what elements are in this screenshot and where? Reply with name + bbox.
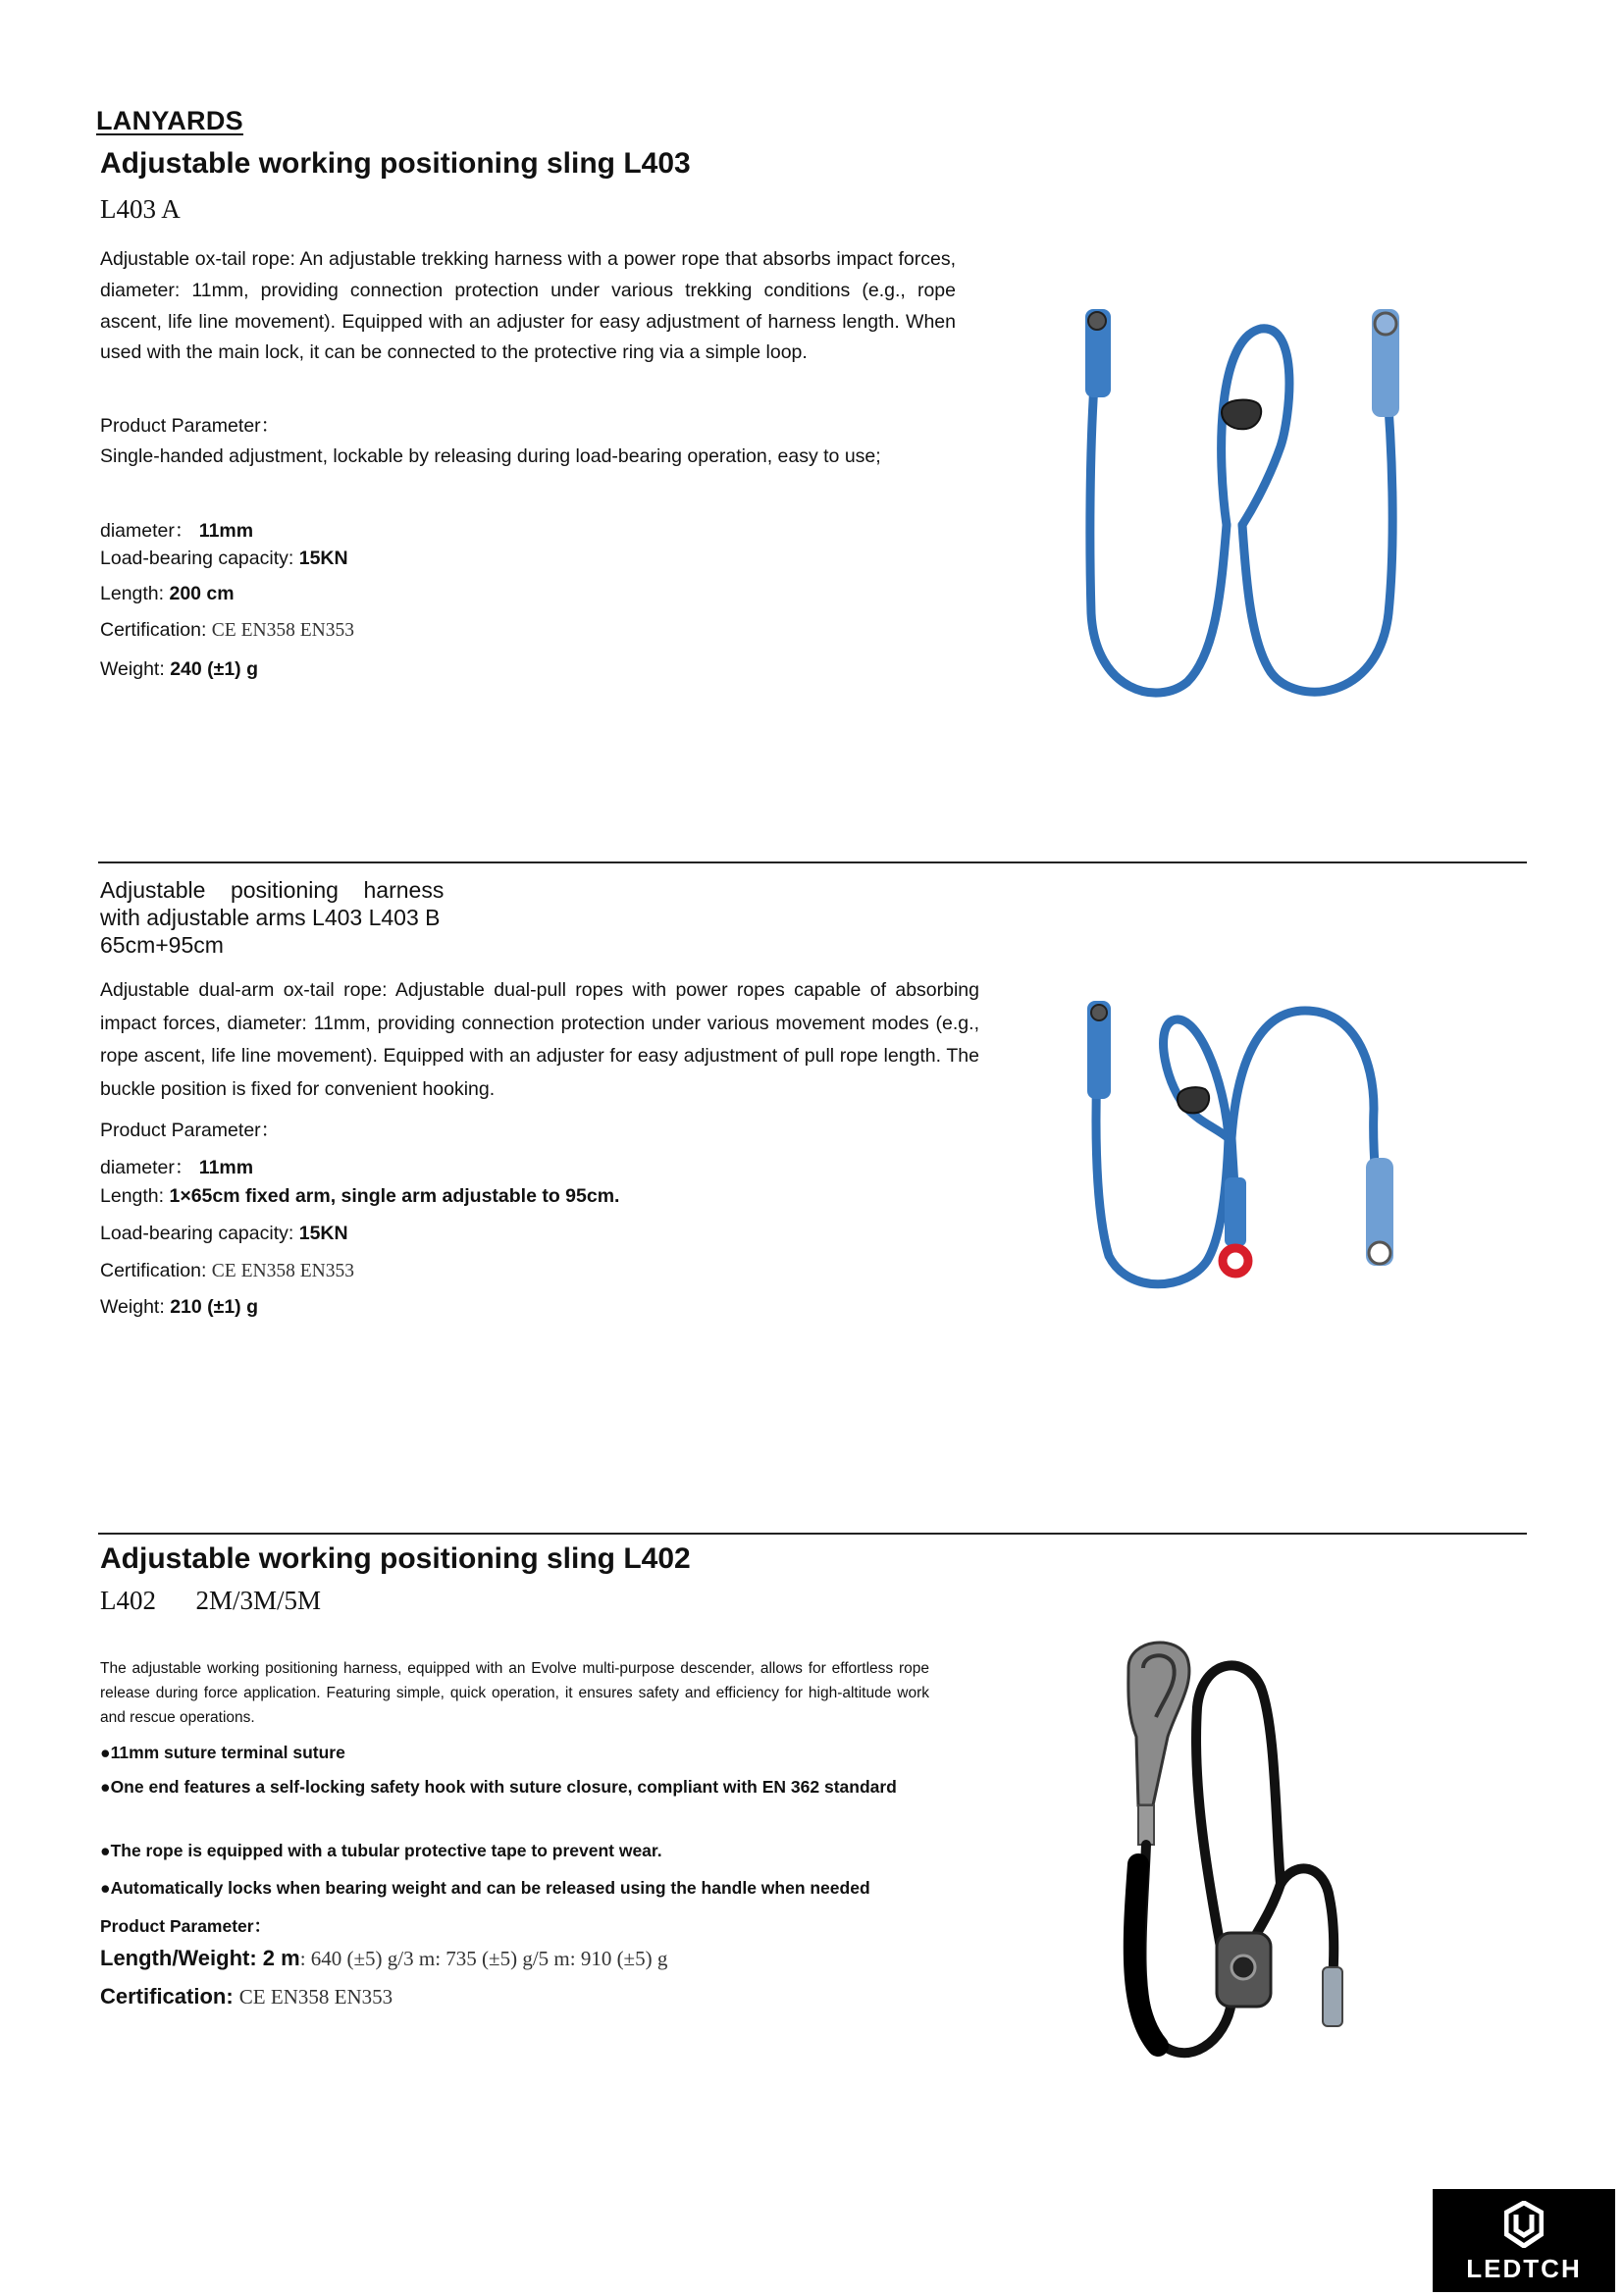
product1-model: L403 A <box>100 194 181 224</box>
divider-2 <box>98 1533 1527 1535</box>
product3-model: L402 2M/3M/5M <box>100 1586 322 1615</box>
product2-length-label: Length: <box>100 1185 170 1207</box>
product2-diameter-value: 11mm <box>198 1157 254 1178</box>
product1-length-value: 200 cm <box>169 583 235 604</box>
product2-title-line3: 65cm+95cm <box>100 932 224 958</box>
product1-feature: Single-handed adjustment, lockable by releasing during load-bearing operation, easy to use; <box>100 445 881 467</box>
product1-weight-value: 240 (±1) g <box>170 658 259 680</box>
product2-param-heading: Product Parameter： <box>100 1120 281 1141</box>
product1-image <box>1050 289 1413 721</box>
product3-length-weight <box>100 1946 667 1971</box>
product2-cert-value: CE EN358 EN353 <box>211 1261 354 1281</box>
product1-capacity <box>100 548 348 570</box>
product2-cert-label: Certification: <box>100 1260 212 1281</box>
product1-cert-value: CE EN358 EN353 <box>211 620 354 641</box>
product3-bullet-2: ●One end features a self-locking safety hook with suture closure, compliant with EN 362 standard <box>100 1777 897 1797</box>
product2-title <box>100 876 444 959</box>
product2-description: Adjustable dual-arm ox-tail rope: Adjustable dual-pull ropes with power ropes capable of absorbing impact forces, diameter: 11mm, providing connection protection under various movement modes (e.g., rope ascent, life line movement). Equipped with an adjuster for easy adjustment of pull rope length. The buckle position is fixed for convenient hooking. <box>100 979 979 1100</box>
product2-certification <box>100 1260 354 1282</box>
product1-length <box>100 583 235 605</box>
product3-lw-label: Length/Weight: 2 m <box>100 1946 300 1970</box>
product1-weight-label: Weight: <box>100 658 171 680</box>
product2-capacity-value: 15KN <box>298 1223 348 1244</box>
product3-image <box>1099 1629 1384 2080</box>
product3-bullet-1: ●11mm suture terminal suture <box>100 1743 345 1762</box>
product3-param-heading: Product Parameter： <box>100 1916 272 1936</box>
product1-diameter-label: diameter： <box>100 520 194 542</box>
product1-cert-label: Certification: <box>100 619 212 641</box>
product1-description: Adjustable ox-tail rope: An adjustable trekking harness with a power rope that absorbs impact forces, diameter: 11mm, providing connection protection under various trekking conditions (e.g., rope ascent, life line movement). Equipped with an adjuster for easy adjustment of harness length. When used with the main lock, it can be connected to the protective ring via a simple loop. <box>100 248 956 364</box>
product1-capacity-value: 15KN <box>298 548 348 569</box>
product1-param-heading: Product Parameter： <box>100 415 281 437</box>
product2-length-value: 1×65cm fixed arm, single arm adjustable to 95cm. <box>169 1185 620 1207</box>
product1-weight <box>100 658 258 681</box>
product2-image <box>1060 991 1413 1305</box>
product2-title-line1: Adjustable positioning harness <box>100 877 445 903</box>
product2-capacity <box>100 1223 348 1245</box>
product2-capacity-label: Load-bearing capacity: <box>100 1223 299 1244</box>
adjuster-icon <box>1178 1087 1209 1113</box>
product3-lw-value: : 640 (±5) g/3 m: 735 (±5) g/5 m: 910 (±5) g <box>299 1947 668 1970</box>
red-ring-icon <box>1223 1248 1248 1274</box>
product1-title: Adjustable working positioning sling L403 <box>100 147 691 180</box>
product3-description: The adjustable working positioning harness, equipped with an Evolve multi-purpose descender, allows for effortless rope release during force application. Featuring simple, quick operation, it ensures safety and efficiency for high-altitude work and rescue operations. <box>100 1660 929 1726</box>
product1-diameter-value: 11mm <box>198 520 254 542</box>
product3-cert-value: CE EN358 EN353 <box>238 1985 393 2009</box>
product2-diameter <box>100 1152 253 1179</box>
product1-capacity-label: Load-bearing capacity: <box>100 548 299 569</box>
section-label: LANYARDS <box>96 106 243 135</box>
product1-diameter <box>100 515 253 543</box>
product3-certification <box>100 1984 393 2009</box>
product1-length-label: Length: <box>100 583 170 604</box>
product3-cert-label: Certification: <box>100 1984 239 2009</box>
product3-bullet-4: ●Automatically locks when bearing weight and can be released using the handle when needed <box>100 1878 870 1898</box>
snap-hook-icon <box>1128 1643 1189 1805</box>
brand-logo <box>1433 2189 1615 2292</box>
product2-weight <box>100 1296 258 1319</box>
product3-title: Adjustable working positioning sling L402 <box>100 1542 691 1575</box>
product3-bullet-3: ●The rope is equipped with a tubular protective tape to prevent wear. <box>100 1841 662 1860</box>
divider-1 <box>98 861 1527 863</box>
product2-title-line2: with adjustable arms L403 L403 B <box>100 905 441 930</box>
product2-diameter-label: diameter： <box>100 1157 194 1178</box>
product2-weight-label: Weight: <box>100 1296 171 1318</box>
product1-certification <box>100 619 354 642</box>
product2-length <box>100 1185 619 1208</box>
logo-text: LEDTCH <box>1466 2254 1582 2283</box>
adjuster-icon <box>1222 399 1261 429</box>
logo-icon <box>1504 2201 1544 2248</box>
product2-weight-value: 210 (±1) g <box>170 1296 259 1318</box>
